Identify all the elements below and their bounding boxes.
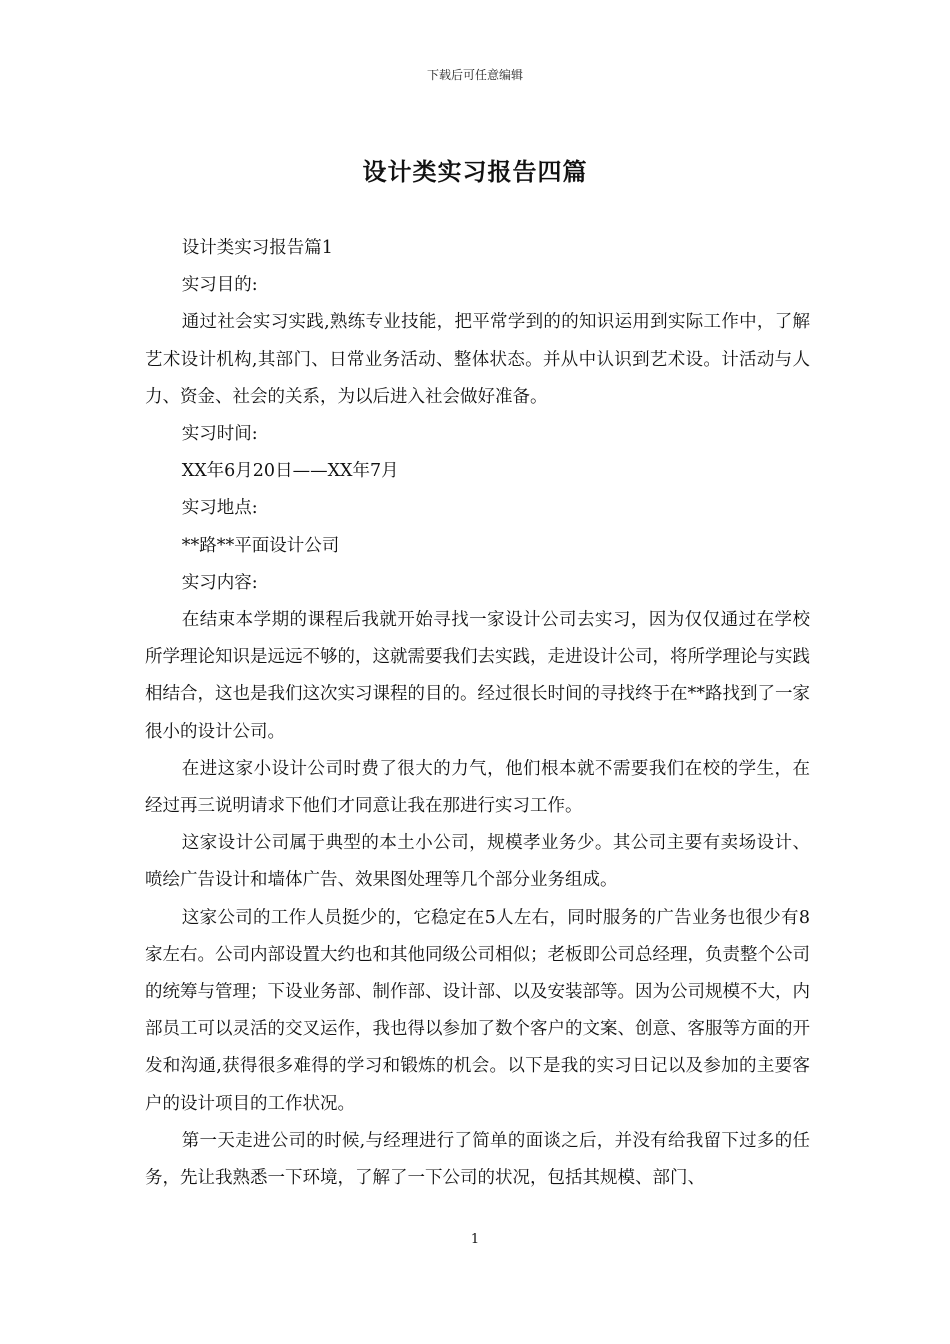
page-number: 1 [470,1232,480,1247]
label-time: 实习时间: [181,424,258,445]
value-time: XX年6月20日——XX年7月 [181,461,399,482]
section-heading: 设计类实习报告篇1 [181,238,333,258]
paragraph: 第一天走进公司的时候,与经理进行了简单的面谈之后，并没有给我留下过多的任务，先让我熟悉一下环境，了解了一下公司的状况，包括其规模、部门、 [145,1130,810,1189]
paragraph: 在进这家小设计公司时费了很大的力气，他们根本就不需要我们在校的学生，在经过再三说明请求下他们才同意让我在那进行实习工作。 [145,758,810,817]
label-purpose: 实习目的: [181,275,258,296]
value-location: **路**平面设计公司 [181,535,340,556]
paragraph: 通过社会实习实践,熟练专业技能，把平常学到的的知识运用到实际工作中，了解艺术设计机构,其部门、日常业务活动、整体状态。并从中认识到艺术设。计活动与人力、资金、社会的关系，为以后进入社会做好准备。 [145,312,810,407]
paragraph: 这家设计公司属于典型的本土小公司，规模孝业务少。其公司主要有卖场设计、喷绘广告设计和墙体广告、效果图处理等几个部分业务组成。 [145,833,810,891]
header-note: 下载后可任意编辑 [426,68,523,82]
document-title: 设计类实习报告四篇 [362,157,588,186]
paragraph: 在结束本学期的课程后我就开始寻找一家设计公司去实习，因为仅仅通过在学校所学理论知识是远远不够的，这就需要我们去实践，走进设计公司，将所学理论与实践相结合，这也是我们这次实习课程的目的。经过很长时间的寻找终于在**路找到了一家很小的设计公司。 [145,610,810,742]
label-location: 实习地点: [181,498,258,519]
document-body [145,230,810,1197]
label-content: 实习内容: [181,572,258,593]
paragraph: 这家公司的工作人员挺少的，它稳定在5人左右，同时服务的广告业务也很少有8家左右。公司内部设置大约也和其他同级公司相似；老板即公司总经理，负责整个公司的统筹与管理；下设业务部、制作部、设计部、以及安装部等。因为公司规模不大，内部员工可以灵活的交叉运作，我也得以参加了数个客户的文案、创意、客服等方面的开发和沟通,获得很多难得的学习和锻炼的机会。以下是我的实习日记以及参加的主要客户的设计项目的工作状况。 [145,907,810,1114]
